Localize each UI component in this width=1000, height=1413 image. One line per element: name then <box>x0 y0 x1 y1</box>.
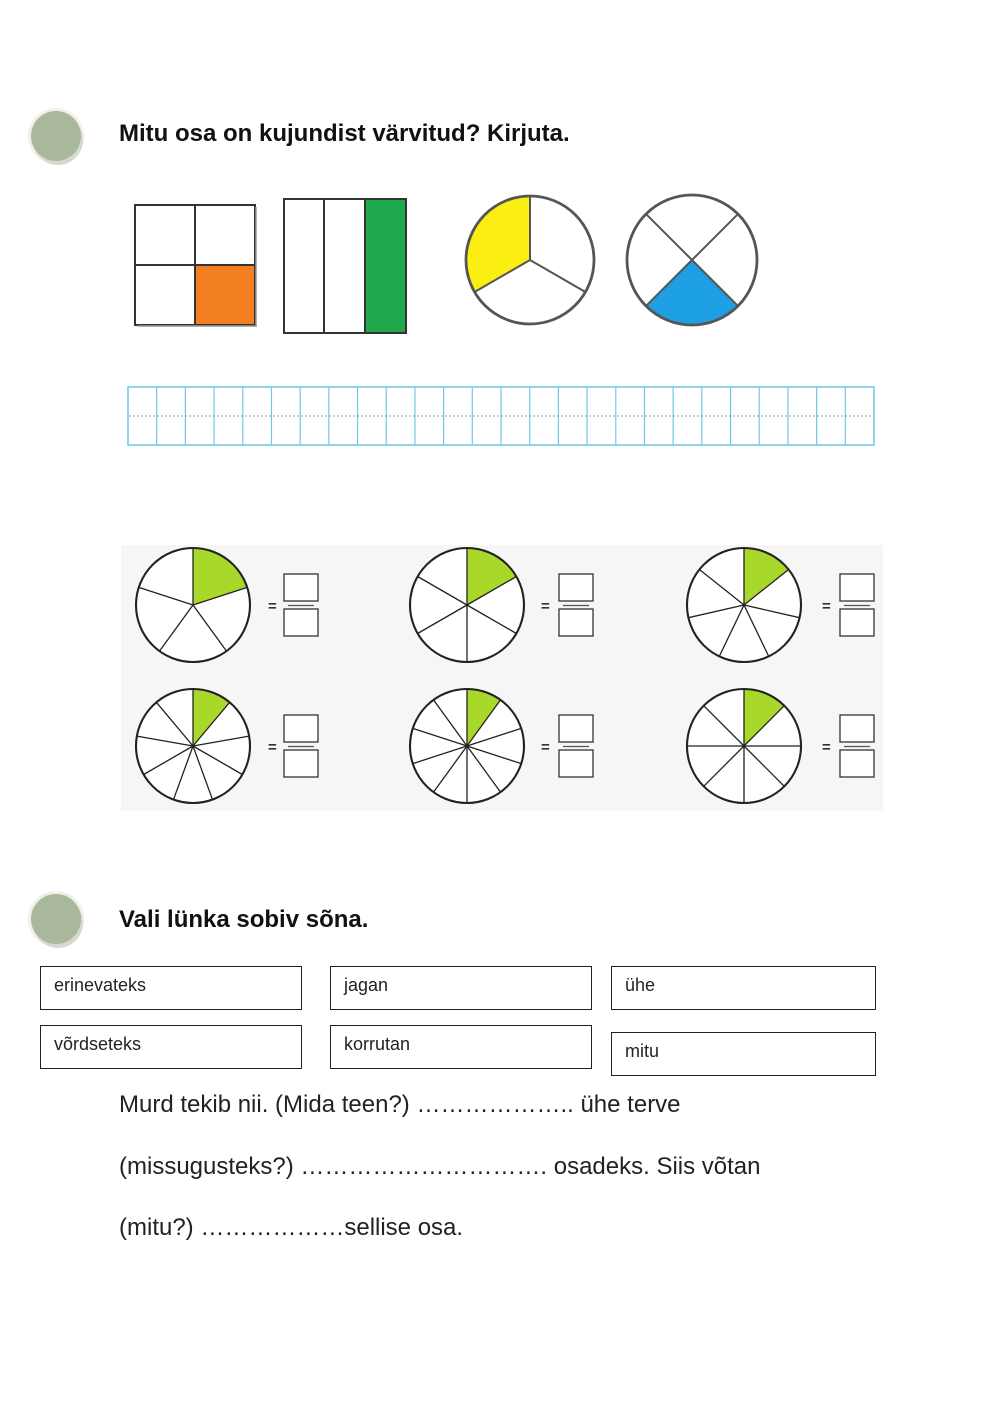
denominator-answer-box[interactable] <box>284 609 318 636</box>
fill-in-sentence-3: (mitu?) ………………sellise osa. <box>119 1214 464 1241</box>
word-card-vordseteks[interactable] <box>40 1025 302 1069</box>
numerator-answer-box[interactable] <box>840 574 874 601</box>
section-1-bullet <box>31 111 81 161</box>
shape-circle-thirds <box>463 193 597 327</box>
fraction-circle-item <box>410 548 593 662</box>
denominator-answer-box[interactable] <box>284 750 318 777</box>
fraction-circle-item <box>136 689 318 803</box>
word-label: korrutan <box>344 1034 411 1054</box>
fraction-exercise-panel <box>121 545 883 811</box>
word-label: mitu <box>625 1041 660 1061</box>
fraction-circle-item <box>410 689 593 803</box>
answer-writing-grid[interactable] <box>127 386 875 446</box>
shape-circle-quarters <box>624 192 760 328</box>
fraction-circle-item <box>136 548 318 662</box>
equals-sign: = <box>822 739 831 756</box>
word-label: võrdseteks <box>54 1034 142 1054</box>
fraction-circle-item <box>687 548 874 662</box>
numerator-answer-box[interactable] <box>284 715 318 742</box>
word-card-erinevateks[interactable] <box>40 966 302 1010</box>
fill-in-sentence-2: (missugusteks?) …………………………. osadeks. Siis võtan <box>119 1153 761 1180</box>
equals-sign: = <box>822 598 831 615</box>
denominator-answer-box[interactable] <box>559 609 593 636</box>
equals-sign: = <box>268 598 277 615</box>
denominator-answer-box[interactable] <box>840 750 874 777</box>
word-label: erinevateks <box>54 975 147 995</box>
fraction-circle-item <box>687 689 874 803</box>
word-card-korrutan[interactable] <box>330 1025 592 1069</box>
equals-sign: = <box>541 739 550 756</box>
denominator-answer-box[interactable] <box>840 609 874 636</box>
denominator-answer-box[interactable] <box>559 750 593 777</box>
word-label: jagan <box>344 975 389 995</box>
fraction-circles <box>121 545 883 811</box>
shape-square-quarters <box>134 204 258 328</box>
section-2-bullet <box>31 894 81 944</box>
numerator-answer-box[interactable] <box>559 574 593 601</box>
numerator-answer-box[interactable] <box>840 715 874 742</box>
equals-sign: = <box>541 598 550 615</box>
numerator-answer-box[interactable] <box>284 574 318 601</box>
shape-square-shaded-part <box>195 265 256 326</box>
equals-sign: = <box>268 739 277 756</box>
numerator-answer-box[interactable] <box>559 715 593 742</box>
shape-rectangle-thirds <box>282 197 410 337</box>
word-label: ühe <box>625 975 656 995</box>
shape-rectangle-shaded-part <box>365 199 406 333</box>
word-card-jagan[interactable] <box>330 966 592 1010</box>
word-card-uhe[interactable] <box>611 966 876 1010</box>
word-card-mitu[interactable] <box>611 1032 876 1076</box>
fill-in-sentence-1: Murd tekib nii. (Mida teen?) ……………….. ühe terve <box>119 1091 681 1118</box>
section-1-title: Mitu osa on kujundist värvitud? Kirjuta. <box>119 120 570 147</box>
section-2-title: Vali lünka sobiv sõna. <box>119 906 369 933</box>
